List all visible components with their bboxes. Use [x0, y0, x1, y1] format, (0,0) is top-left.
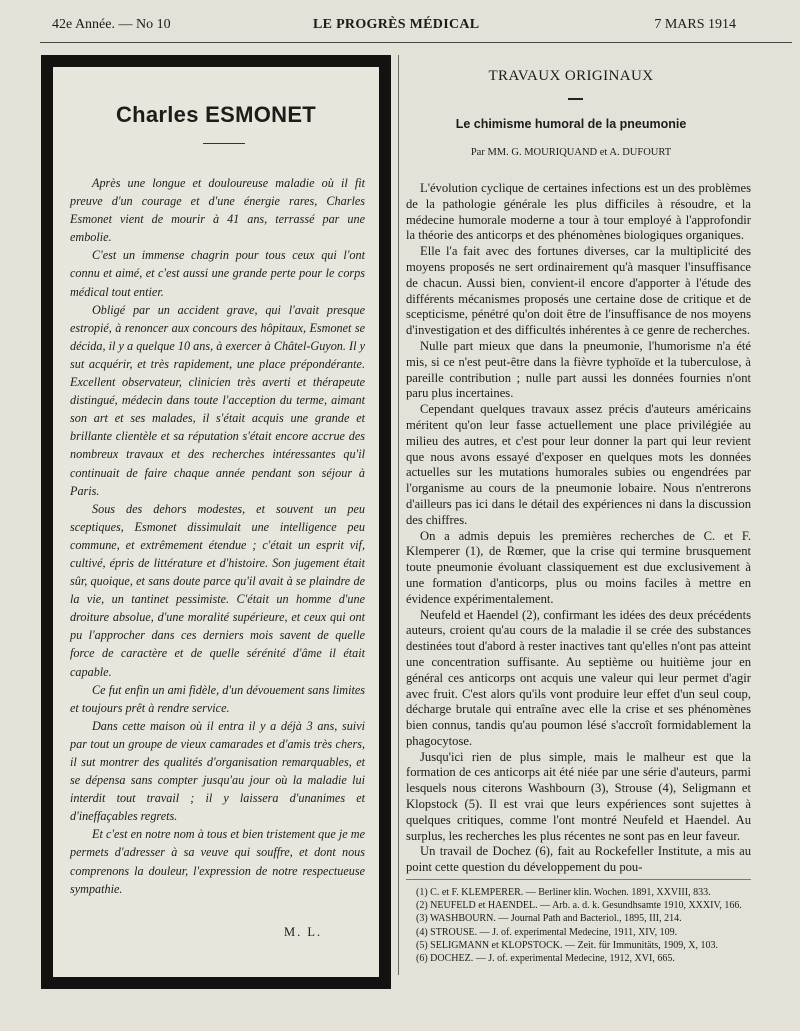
footnote: (2) NEUFELD et HAENDEL. — Arb. a. d. k. Gesundhsamte 1910, XXXIV, 166. [416, 900, 742, 912]
footnote: (4) STROUSE. — J. of. experimental Medecine, 1911, XIV, 109. [416, 926, 678, 938]
obituary-paragraph: Sous des dehors modestes, et souvent un peu sceptiques, Esmonet dissimulait une intelligence peu commune, et extrêmement étendue ; c'était un esprit vif, cultivé, épris de littérature et d'histoire. Son jugement était sûr, quoique, et sans doute parce qu'il avait à se plaindre de la vie, un tantinet pessimiste. C'était un homme d'une droiture absolue, d'une moralité supérieure, et ceux qui ont pu l'approcher dans ces derniers mois savent de quelle force de caractère et de quelle sérénité d'âme il était capable. [70, 501, 365, 679]
footnote: (1) C. et F. KLEMPERER. — Berliner klin. Wochen. 1891, XXVIII, 833. [416, 887, 711, 898]
obituary-title: Charles ESMONET [115, 102, 317, 127]
article-paragraph: L'évolution cyclique de certaines infections est un des problèmes de la pathologie générale les plus difficiles à résoudre, et la médecine humorale moderne a tour à tour employé à l'approfondir la théorie des anticorps et des phénomènes biologiques organiques. [406, 181, 751, 243]
footnote: (5) SELIGMANN et KLOPSTOCK. — Zeit. für Immunitäts, 1909, X, 103. [416, 939, 719, 951]
article-authors: Par MM. G. MOURIQUAND et A. DUFOURT [470, 147, 672, 158]
obituary-frame [41, 55, 391, 989]
column-separator [398, 55, 399, 975]
section-rule [568, 98, 583, 100]
obituary-paragraph: C'est un immense chagrin pour tous ceux qui l'ont connu et aimé, et c'est aussi une grande perte pour le corps médical tout entier. [70, 248, 365, 299]
journal-title: LE PROGRÈS MÉDICAL [313, 17, 480, 32]
footnotes [404, 886, 752, 965]
obituary-paragraph: Et c'est en notre nom à tous et bien tristement que je me permets d'adresser à sa veuve qui souffre, et dont nous comprenons la douleur, l'expression de notre respectueuse sympathie. [70, 827, 365, 896]
article-paragraph: On a admis depuis les premières recherches de C. et F. Klemperer (1), de Rœmer, que la crise qui termine brusquement toute pneumonie évoluant classiquement est due exclusivement à une formation d'anticorps, plus ou moins faciles à mettre en évidence expérimentalement. [406, 528, 751, 606]
article-paragraph: Un travail de Dochez (6), fait au Rockefeller Institute, a mis au point cette question du développement du pou- [406, 844, 751, 875]
issue-label: 42e Année. — No 10 [52, 17, 171, 32]
footnote: (3) WASHBOURN. — Journal Path and Bacteriol., 1895, III, 214. [416, 913, 682, 925]
obituary-paragraph: Après une longue et douloureuse maladie où il fit preuve d'un courage et d'une énergie rares, Charles Esmonet vient de mourir à 41 ans, terrassé par une embolie. [70, 176, 365, 245]
article-paragraph: Jusqu'ici rien de plus simple, mais le malheur est que la formation de ces anticorps ait été niée par une série d'auteurs, parmi lesquels nous citerons Washbourn (3), Strouse (4), Seligmann et Klopstock (5). Il est vrai que leurs expériences sont sujettes à quelques critiques, comme l'ont montré Neufeld et Haendel. Au surplus, les recherches les plus récentes ne sont pas en leur faveur. [406, 749, 751, 843]
obituary-body [70, 174, 365, 898]
section-heading: TRAVAUX ORIGINAUX [488, 68, 654, 84]
obituary-paragraph: Ce fut enfin un ami fidèle, d'un dévouement sans limites et toujours prêt à rendre service. [70, 682, 365, 715]
footnote-rule [406, 879, 751, 880]
issue-date: 7 MARS 1914 [654, 17, 736, 32]
header-rule [40, 42, 792, 43]
footnote: (6) DOCHEZ. — J. of. experimental Medecine, 1912, XVI, 665. [416, 953, 675, 965]
article-body [406, 181, 751, 876]
article-title: Le chimisme humoral de la pneumonie [455, 117, 687, 131]
article-paragraph: Cependant quelques travaux assez précis d'auteurs américains méritent qu'on leur fasse actuellement une place privilégiée au milieu des autres, et c'est pour leur donner la part qui leur revient que nous avons essayé d'exposer en quelques mots les données actuelles sur les mutations humorales subies ou engendrées par l'organisme au cours de la pneumonie lobaire. Nous n'entrerons d'ailleurs pas ici dans le détail des expériences ni dans la discussion des chiffres. [406, 402, 751, 527]
obituary-paragraph: Dans cette maison où il entra il y a déjà 3 ans, suivi par tout un groupe de vieux camarades et d'amis très chers, il sut montrer des qualités d'organisation remarquables, et se dépensa sans compter jusqu'au jour où la maladie lui interdit tout travail ; il y laissera d'unanimes et d'ineffaçables regrets. [70, 718, 365, 824]
article-paragraph: Neufeld et Haendel (2), confirmant les idées des deux précédents auteurs, croient qu'au cours de la maladie il se crée des substances destinées tout d'abord à rester inactives tant qu'elles n'ont pas atteint une concentration suffisante. Au septième ou huitième jour en général ces anticorps ont acquis une valeur qui leur permet d'agir avec fruit. C'est alors qu'ils vont produire leur effet d'un seul coup, décharge brutale qui entraîne avec elle la crise et ses phénomènes bien connus, tandis qu'au poumon lésé s'accroît formidablement la phagocytose. [406, 607, 751, 748]
obituary-title-rule [203, 143, 245, 144]
article-paragraph: Nulle part mieux que dans la pneumonie, l'humorisme n'a été mis, si ce n'est peut-être dans la fièvre typhoïde et la tuberculose, à pareille contribution ; nulle part aussi les données fournies n'ont paru plus incertaines. [406, 338, 751, 401]
article-paragraph: Elle l'a fait avec des fortunes diverses, car la multiplicité des moyens proposés ne sert ordinairement qu'à masquer l'insuffisance de chacun. Aussi bien, convient-il encore d'apporter à l'étude des différents mécanismes proposés une certaine dose de critique et de scepticisme, pénétré qu'on doit être de l'insuffisance de nos moyens d'investigation et des difficultés inhérentes à ce genre de recherches. [406, 244, 751, 338]
obituary-paragraph: Obligé par un accident grave, qui l'avait presque estropié, à renoncer aux concours des hôpitaux, Esmonet se décida, il y a quelque 10 ans, à exercer à Châtel-Guyon. Il y sut acquérir, et très rapidement, une place prépondérante. Excellent observateur, clinicien très averti et thérapeute distingué, médecin dans toute l'acception du terme, aimant son art et ses malades, il s'était acquis une grande et brillante clientèle et sa réputation s'était encore accrue des nombreux travaux et des recherches intéressantes qu'il continuait de faire chaque année pendant son séjour à Paris. [70, 302, 365, 498]
obituary-signature: M. L. [284, 925, 323, 939]
